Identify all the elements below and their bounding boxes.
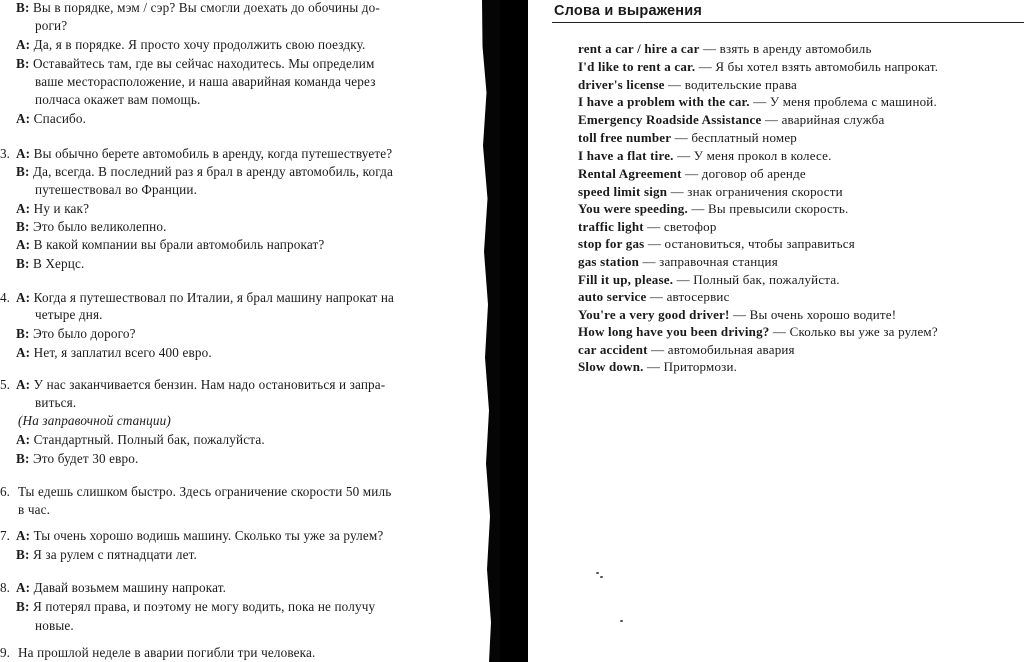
vocab-english: driver's license	[578, 77, 665, 92]
vocab-translation: — бесплатный номер	[671, 130, 797, 145]
vocab-english: Emergency Roadside Assistance	[578, 112, 762, 127]
right-page	[528, 0, 1024, 662]
speaker-label: A:	[16, 432, 31, 447]
dialogue-text: Оставайтесь там, где вы сейчас находитесь. Мы определим	[32, 56, 375, 71]
scan-speck	[620, 620, 623, 622]
dialogue-line	[16, 344, 212, 362]
dialogue-line	[18, 501, 50, 519]
dialogue-line	[35, 17, 67, 35]
vocab-english: stop for gas	[578, 236, 645, 251]
vocab-item	[578, 306, 896, 324]
dialogue-text: в час.	[18, 502, 51, 517]
vocab-english: How long have you been driving?	[578, 324, 770, 339]
dialogue-text: Да, я в порядке. Я просто хочу продолжить свою поездку.	[33, 37, 366, 52]
dialogue-line	[35, 394, 76, 412]
dialogue-text: Это будет 30 евро.	[32, 451, 139, 466]
vocab-english: car accident	[578, 342, 648, 357]
vocab-item	[578, 323, 938, 341]
vocab-english: I have a flat tire.	[578, 148, 674, 163]
vocab-translation: — Сколько вы уже за рулем?	[769, 324, 938, 339]
vocab-english: You're a very good driver!	[578, 307, 730, 322]
vocab-item	[578, 93, 937, 111]
speaker-label: A:	[16, 146, 31, 161]
dialogue-line	[16, 376, 385, 394]
vocab-english: I have a problem with the car.	[578, 94, 750, 109]
vocab-english: gas station	[578, 254, 640, 269]
dialogue-line	[18, 483, 391, 501]
speaker-label: A:	[16, 37, 31, 52]
vocab-translation: — знак ограничения скорости	[667, 184, 843, 199]
dialogue-line	[16, 55, 374, 73]
vocab-item	[578, 218, 717, 236]
vocab-english: Slow down.	[578, 359, 644, 374]
speaker-label: B:	[16, 599, 30, 614]
dialogue-text: полчаса окажет вам помощь.	[35, 92, 201, 107]
left-page	[0, 0, 490, 662]
vocab-english: You were speeding.	[578, 201, 688, 216]
vocab-translation: — Вы очень хорошо водите!	[729, 307, 897, 322]
speaker-label: B:	[16, 164, 30, 179]
vocab-item	[578, 40, 872, 58]
heading-underline	[552, 22, 1024, 23]
vocab-item	[578, 358, 737, 376]
dialogue-line	[35, 73, 376, 91]
dialogue-text: роги?	[35, 18, 68, 33]
vocab-translation: — Полный бак, пожалуйста.	[673, 272, 840, 287]
vocab-item	[578, 235, 855, 253]
scan-speck	[600, 576, 603, 578]
vocab-translation: — Я бы хотел взять автомобиль напрокат.	[695, 59, 939, 74]
speaker-label: B:	[16, 0, 30, 15]
dialogue-text: Вы в порядке, мэм / сэр? Вы смогли доехать до обочины до-	[32, 0, 380, 15]
speaker-label: B:	[16, 326, 30, 341]
dialogue-number: 5.	[0, 377, 10, 392]
speaker-label: A:	[16, 290, 31, 305]
vocab-item	[578, 165, 806, 183]
vocab-english: Fill it up, please.	[578, 272, 674, 287]
speaker-label: A:	[16, 528, 31, 543]
vocab-translation: — У меня проблема с машиной.	[749, 94, 937, 109]
vocab-translation: — остановиться, чтобы заправиться	[644, 236, 855, 251]
vocab-item	[578, 58, 938, 76]
vocab-item	[578, 253, 778, 271]
dialogue-line	[16, 145, 392, 163]
dialogue-text: новые.	[35, 618, 74, 633]
dialogue-text: Это было дорого?	[32, 326, 136, 341]
vocab-english: auto service	[578, 289, 647, 304]
vocab-english: Rental Agreement	[578, 166, 682, 181]
dialogue-text: Вы обычно берете автомобиль в аренду, когда путешествуете?	[33, 146, 393, 161]
vocabulary-heading: Слова и выражения	[554, 3, 703, 19]
dialogue-number: 7.	[0, 528, 10, 543]
dialogue-line	[16, 325, 136, 343]
vocab-english: traffic light	[578, 219, 644, 234]
dialogue-text: Да, всегда. В последний раз я брал в аренду автомобиль, когда	[32, 164, 394, 179]
vocab-item	[578, 111, 884, 129]
speaker-label: A:	[16, 237, 31, 252]
vocab-translation: — Притормози.	[643, 359, 738, 374]
dialogue-number: 4.	[0, 290, 10, 305]
dialogue-text: четыре дня.	[35, 307, 103, 322]
speaker-label: A:	[16, 345, 31, 360]
vocab-translation: — аварийная служба	[761, 112, 885, 127]
dialogue-line	[16, 431, 265, 449]
dialogue-line	[16, 579, 226, 597]
dialogue-number: 8.	[0, 580, 10, 595]
speaker-label: B:	[16, 451, 30, 466]
dialogue-number: 3.	[0, 146, 10, 161]
dialogue-text: Я потерял права, и поэтому не могу водить, пока не получу	[32, 599, 376, 614]
dialogue-text: В Херцс.	[32, 256, 85, 271]
dialogue-text: Когда я путешествовал по Италии, я брал машину напрокат на	[33, 290, 395, 305]
vocab-item	[578, 271, 840, 289]
dialogue-line	[35, 306, 103, 324]
dialogue-line	[35, 181, 197, 199]
vocab-translation: — взять в аренду автомобиль	[699, 41, 872, 56]
dialogue-line	[16, 546, 197, 564]
dialogue-line	[16, 289, 394, 307]
vocab-item	[578, 129, 797, 147]
speaker-label: A:	[16, 111, 31, 126]
vocab-english: rent a car / hire a car	[578, 41, 700, 56]
dialogue-line	[16, 255, 84, 273]
book-gutter	[500, 0, 528, 662]
vocab-translation: — светофор	[643, 219, 717, 234]
dialogue-text: Нет, я заплатил всего 400 евро.	[33, 345, 212, 360]
dialogue-line	[16, 598, 375, 616]
speaker-label: A:	[16, 201, 31, 216]
vocab-item	[578, 76, 797, 94]
dialogue-text: В какой компании вы брали автомобиль напрокат?	[33, 237, 325, 252]
vocab-translation: — водительские права	[664, 77, 797, 92]
dialogue-text: виться.	[35, 395, 77, 410]
dialogue-line	[16, 163, 393, 181]
dialogue-text: Давай возьмем машину напрокат.	[33, 580, 227, 595]
vocab-translation: — Вы превысили скорость.	[687, 201, 849, 216]
dialogue-number: 6.	[0, 484, 10, 499]
dialogue-text: Стандартный. Полный бак, пожалуйста.	[33, 432, 265, 447]
speaker-label: B:	[16, 547, 30, 562]
speaker-label: A:	[16, 580, 31, 595]
vocab-item	[578, 288, 730, 306]
speaker-label: B:	[16, 256, 30, 271]
stage-direction: (На заправочной станции)	[18, 413, 171, 428]
dialogue-line	[16, 110, 86, 128]
dialogue-line	[16, 236, 324, 254]
dialogue-line	[16, 218, 167, 236]
dialogue-text: У нас заканчивается бензин. Нам надо остановиться и запра-	[33, 377, 386, 392]
vocab-english: I'd like to rent a car.	[578, 59, 696, 74]
dialogue-line	[16, 450, 138, 468]
dialogue-text: Ты едешь слишком быстро. Здесь ограничение скорости 50 миль	[18, 484, 392, 499]
dialogue-text: Я за рулем с пятнадцати лет.	[32, 547, 197, 562]
dialogue-number: 9.	[0, 645, 10, 660]
dialogue-line	[18, 644, 315, 662]
vocab-translation: — автомобильная авария	[647, 342, 795, 357]
dialogue-text: ваше месторасположение, и наша аварийная команда через	[35, 74, 376, 89]
vocab-item	[578, 183, 843, 201]
vocab-english: toll free number	[578, 130, 672, 145]
dialogue-text: Ну и как?	[33, 201, 90, 216]
dialogue-line	[16, 0, 380, 17]
dialogue-line	[16, 527, 383, 545]
vocab-translation: — заправочная станция	[639, 254, 778, 269]
scan-speck	[596, 572, 599, 574]
vocab-item	[578, 200, 848, 218]
speaker-label: B:	[16, 56, 30, 71]
dialogue-text: На прошлой неделе в аварии погибли три человека.	[18, 645, 316, 660]
vocab-english: speed limit sign	[578, 184, 668, 199]
vocab-item	[578, 341, 795, 359]
dialogue-line	[16, 36, 366, 54]
dialogue-text: Спасибо.	[33, 111, 87, 126]
speaker-label: A:	[16, 377, 31, 392]
dialogue-text: Это было великолепно.	[32, 219, 167, 234]
speaker-label: B:	[16, 219, 30, 234]
vocab-translation: — договор об аренде	[681, 166, 806, 181]
vocab-translation: — автосервис	[646, 289, 730, 304]
vocab-item	[578, 147, 832, 165]
dialogue-line	[35, 617, 74, 635]
dialogue-text: Ты очень хорошо водишь машину. Сколько ты уже за рулем?	[33, 528, 384, 543]
dialogue-line	[16, 200, 89, 218]
vocab-translation: — У меня прокол в колесе.	[673, 148, 832, 163]
dialogue-text: путешествовал во Франции.	[35, 182, 198, 197]
dialogue-line	[35, 91, 200, 109]
